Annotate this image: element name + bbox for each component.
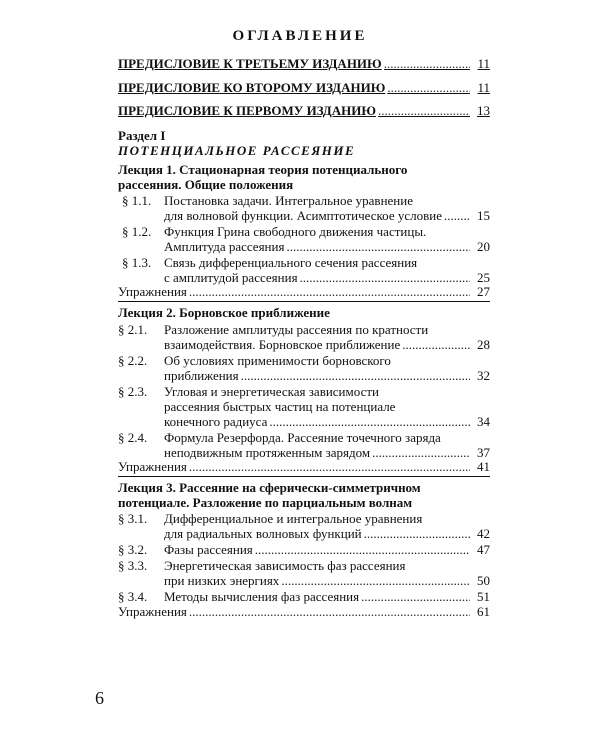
page-ref: 28	[477, 337, 490, 352]
leader-dots	[241, 368, 470, 383]
section-number: § 3.2.	[118, 542, 148, 557]
toc-entry-3-2[interactable]	[118, 542, 490, 557]
leader-dots	[444, 208, 470, 223]
toc-preface-2[interactable]	[118, 80, 490, 96]
toc-preface-1[interactable]	[118, 56, 490, 72]
entry-text: Связь дифференциального сечения рассеяния	[164, 255, 418, 270]
leader-dots	[378, 103, 470, 119]
lecture-title-line: Лекция 2. Борновское приближение	[118, 305, 330, 320]
leader-dots	[189, 604, 470, 620]
section-label: Раздел I	[118, 128, 166, 143]
leader-dots	[286, 239, 470, 254]
section-number: § 1.3.	[122, 255, 152, 270]
page-ref: 51	[477, 589, 490, 604]
page-ref: 47	[477, 542, 490, 557]
section-number: § 2.3.	[118, 384, 148, 399]
section-number: § 1.2.	[122, 224, 152, 239]
leader-dots	[361, 589, 470, 604]
toc-entry-1-1[interactable]	[118, 193, 490, 223]
toc-entry-3-4[interactable]	[118, 589, 490, 604]
page-ref: 61	[477, 604, 490, 619]
section-number: § 3.3.	[118, 558, 148, 573]
entry-text: Функция Грина свободного движения частицы.	[164, 224, 427, 239]
page-ref: 34	[477, 414, 490, 429]
toc-exercises-2[interactable]	[118, 459, 490, 475]
preface-title: ПРЕДИСЛОВИЕ К ТРЕТЬЕМУ ИЗДАНИЮ	[118, 56, 382, 71]
entry-text: Дифференциальное и интегральное уравнения	[164, 511, 423, 526]
lecture-title-line: Лекция 3. Рассеяние на сферически-симметричном	[118, 480, 421, 495]
section-number: § 2.4.	[118, 430, 148, 445]
entry-text: конечного радиуса	[164, 414, 268, 429]
divider	[118, 301, 490, 302]
entry-text: Угловая и энергетическая зависимости	[164, 384, 379, 399]
page-ref: 27	[477, 284, 490, 299]
page-ref: 20	[477, 239, 490, 254]
page-ref: 50	[477, 573, 490, 588]
entry-text: взаимодействия. Борновское приближение	[164, 337, 401, 352]
lecture-title-line: Лекция 1. Стационарная теория потенциального	[118, 162, 408, 177]
section-number: § 2.2.	[118, 353, 148, 368]
toc-entry-1-3[interactable]	[118, 255, 490, 285]
entry-text: Формула Резерфорда. Рассеяние точечного заряда	[164, 430, 441, 445]
leader-dots	[402, 337, 470, 352]
entry-text: при низких энергиях	[164, 573, 280, 588]
entry-text: Разложение амплитуды рассеяния по кратности	[164, 322, 429, 337]
page-number: 6	[95, 688, 104, 708]
preface-title: ПРЕДИСЛОВИЕ КО ВТОРОМУ ИЗДАНИЮ	[118, 80, 386, 95]
leader-dots	[384, 56, 470, 72]
preface-title: ПРЕДИСЛОВИЕ К ПЕРВОМУ ИЗДАНИЮ	[118, 103, 376, 118]
page-ref: 11	[477, 56, 490, 71]
entry-text: для волновой функции. Асимптотическое условие	[164, 208, 442, 223]
page-title: ОГЛАВЛЕНИЕ	[232, 28, 368, 44]
entry-text: для радиальных волновых функций	[164, 526, 362, 541]
page-ref: 15	[477, 208, 490, 223]
entry-text: Методы вычисления фаз рассеяния	[164, 589, 360, 604]
page-ref: 41	[477, 459, 490, 474]
lecture-3-title[interactable]	[118, 480, 490, 510]
leader-dots	[387, 80, 470, 96]
exercises-label: Упражнения	[118, 459, 187, 474]
section-number: § 3.4.	[118, 589, 148, 604]
leader-dots	[269, 414, 470, 429]
toc-entry-2-3[interactable]	[118, 384, 490, 429]
leader-dots	[300, 270, 470, 285]
toc-entry-1-2[interactable]	[118, 224, 490, 254]
lecture-2-title[interactable]	[118, 305, 490, 320]
leader-dots	[189, 459, 470, 475]
page-ref: 13	[477, 103, 490, 118]
lecture-1-title[interactable]	[118, 162, 490, 192]
divider	[118, 476, 490, 477]
entry-text: с амплитудой рассеяния	[164, 270, 298, 285]
section-number: § 3.1.	[118, 511, 148, 526]
toc-exercises-1[interactable]	[118, 284, 490, 300]
leader-dots	[255, 542, 470, 557]
entry-text: неподвижным протяженным зарядом	[164, 445, 371, 460]
toc-preface-3[interactable]	[118, 103, 490, 119]
page-ref: 11	[477, 80, 490, 95]
toc-entry-3-3[interactable]	[118, 558, 490, 588]
page-ref: 37	[477, 445, 490, 460]
page-ref: 42	[477, 526, 490, 541]
toc-exercises-3[interactable]	[118, 604, 490, 620]
section-number: § 1.1.	[122, 193, 152, 208]
toc-entry-2-2[interactable]	[118, 353, 490, 383]
section-number: § 2.1.	[118, 322, 148, 337]
entry-text: рассеяния быстрых частиц на потенциале	[164, 399, 396, 414]
exercises-label: Упражнения	[118, 284, 187, 299]
page-ref: 25	[477, 270, 490, 285]
lecture-title-line: рассеяния. Общие положения	[118, 177, 294, 192]
entry-text: Фазы рассеяния	[164, 542, 253, 557]
entry-text: приближения	[164, 368, 239, 383]
entry-text: Энергетическая зависимость фаз рассеяния	[164, 558, 406, 573]
leader-dots	[189, 284, 470, 300]
leader-dots	[372, 445, 470, 460]
toc-entry-2-4[interactable]	[118, 430, 490, 460]
leader-dots	[364, 526, 470, 541]
entry-text: Амплитуда рассеяния	[164, 239, 285, 254]
exercises-label: Упражнения	[118, 604, 187, 619]
leader-dots	[281, 573, 470, 588]
lecture-title-line: потенциале. Разложение по парциальным волнам	[118, 495, 413, 510]
toc-entry-2-1[interactable]	[118, 322, 490, 352]
toc-entry-3-1[interactable]	[118, 511, 490, 541]
section-title: ПОТЕНЦИАЛЬНОЕ РАССЕЯНИЕ	[118, 143, 356, 158]
entry-text: Постановка задачи. Интегральное уравнение	[164, 193, 413, 208]
entry-text: Об условиях применимости борновского	[164, 353, 391, 368]
page-ref: 32	[477, 368, 490, 383]
